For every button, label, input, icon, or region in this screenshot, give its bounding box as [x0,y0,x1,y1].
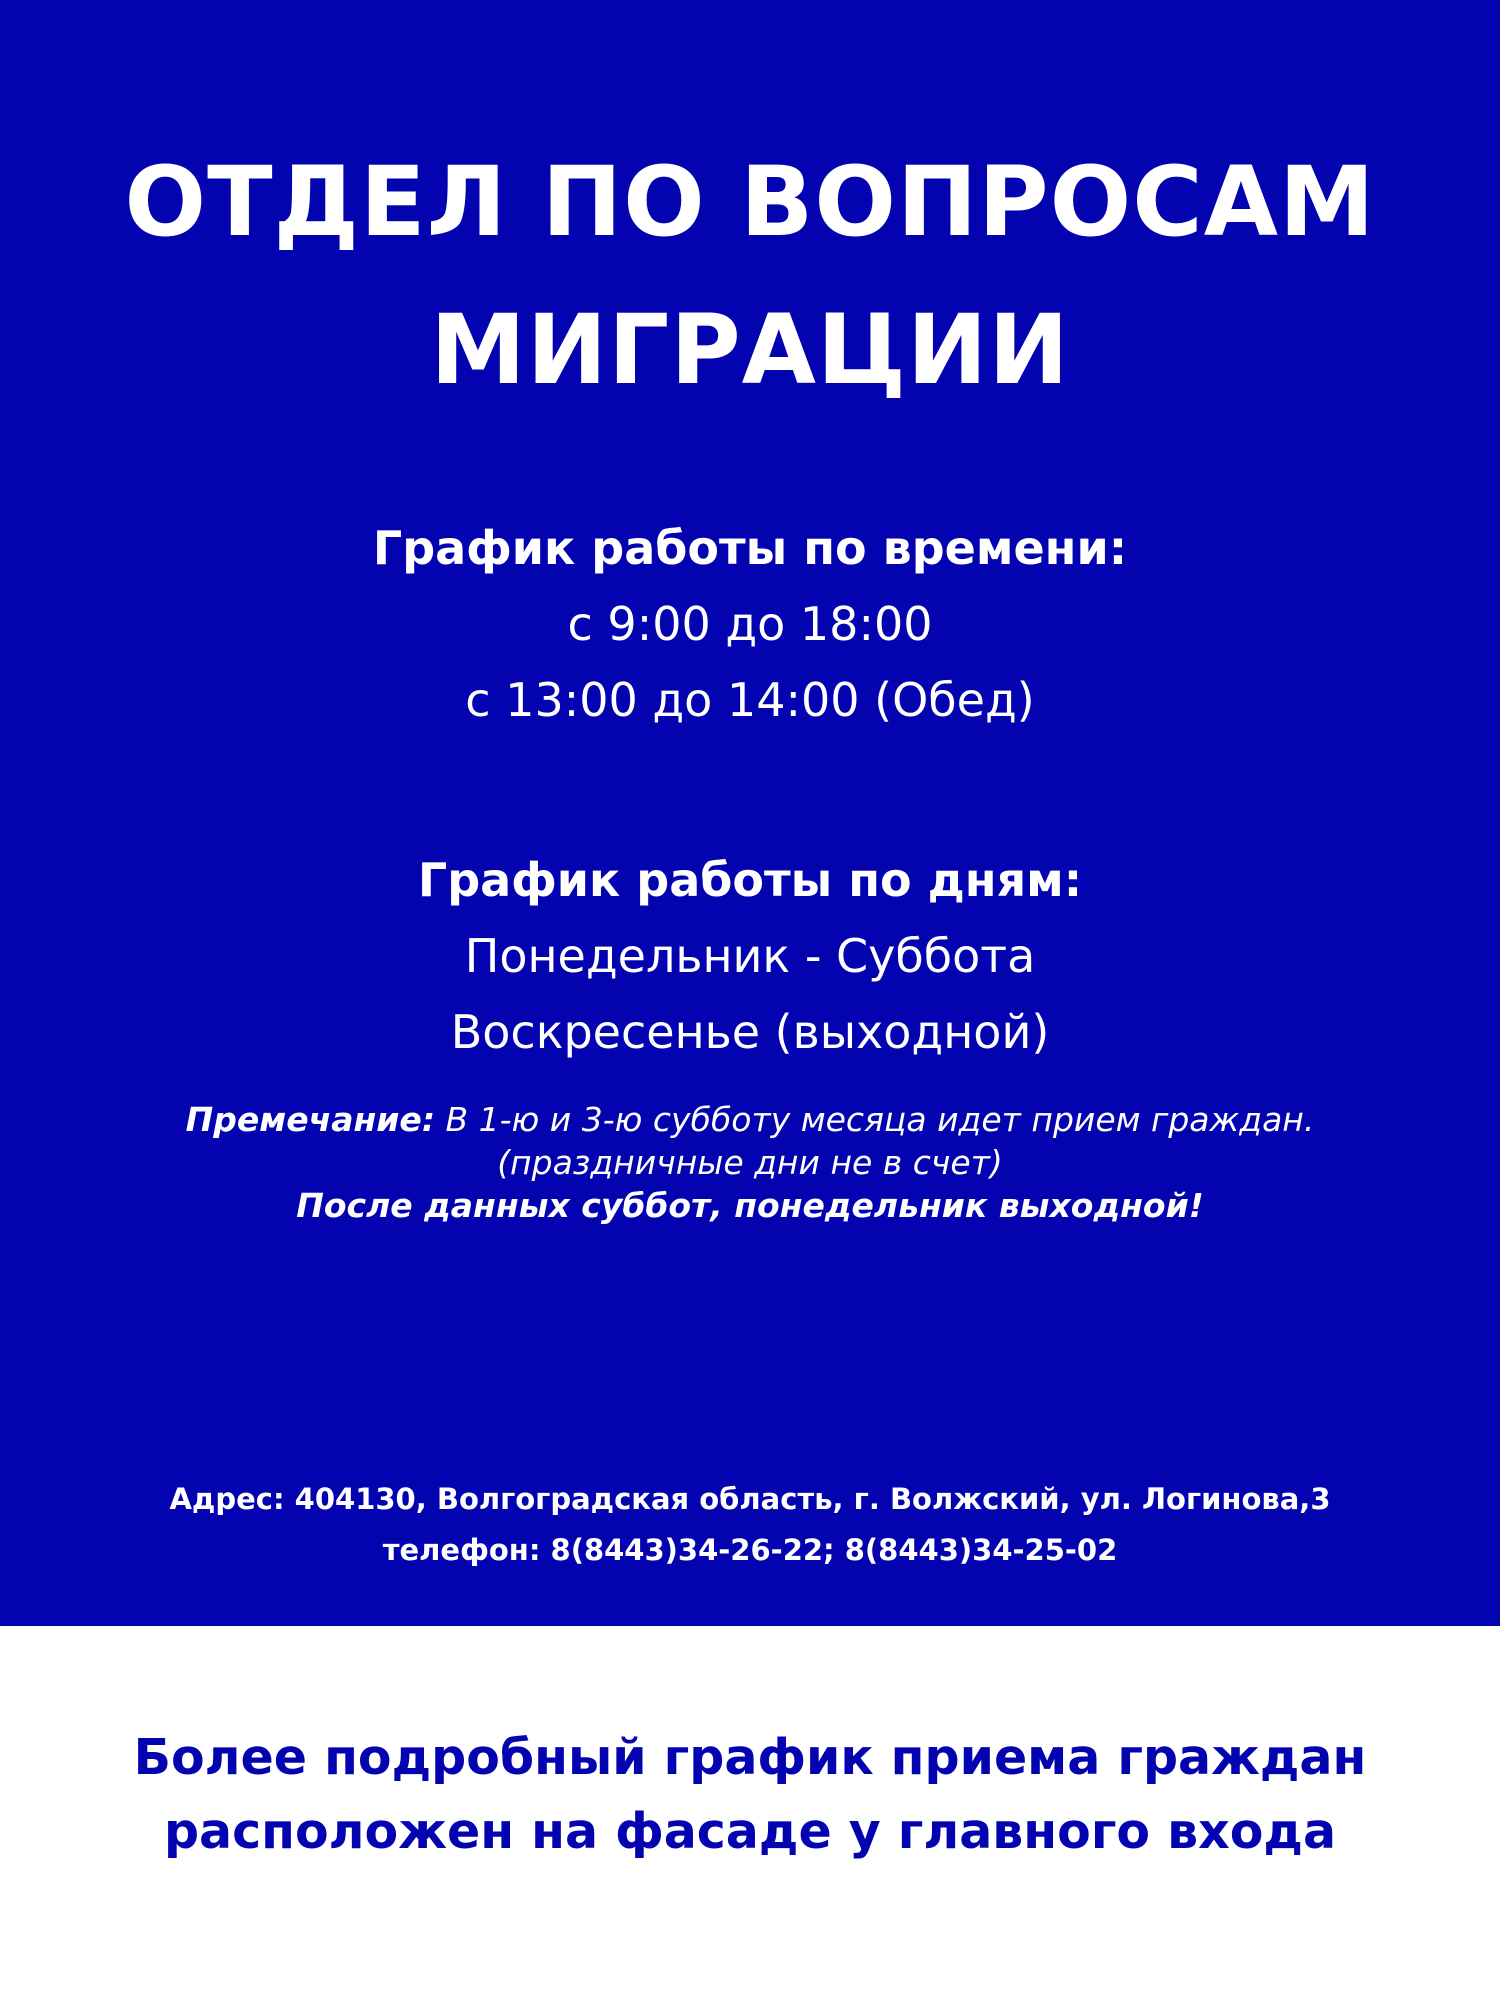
footer-note [0,1721,1500,1869]
address-text: Адрес: 404130, Волгоградская область, г. Волжский, ул. Логинова,3 [169,1482,1331,1516]
page-title [0,128,1500,424]
footer-panel [0,1626,1500,2000]
note-line-2: (праздничные дни не в счет) [497,1143,1003,1182]
schedule-days-heading: График работы по дням: [417,853,1083,907]
footer-line-1: Более подробный график приема граждан [133,1729,1367,1786]
work-hours: с 9:00 до 18:00 [567,597,933,651]
note-text: В 1-ю и 3-ю субботу месяца идет прием граждан. [435,1100,1315,1139]
lunch-hours: с 13:00 до 14:00 (Обед) [465,673,1035,727]
note-line-3: После данных суббот, понедельник выходной! [296,1186,1204,1225]
note-line-1 [0,1098,1500,1141]
title-line-1: ОТДЕЛ ПО ВОПРОСАМ [124,146,1376,258]
contacts-block [0,1474,1500,1576]
footer-line-2: расположен на фасаде у главного входа [163,1803,1337,1860]
title-line-2: МИГРАЦИИ [430,294,1070,406]
schedule-days-section [0,842,1500,1070]
note-block [0,1098,1500,1227]
phone-text: телефон: 8(8443)34-26-22; 8(8443)34-25-02 [382,1533,1118,1567]
working-days: Понедельник - Суббота [464,929,1036,983]
day-off: Воскресенье (выходной) [450,1005,1050,1059]
note-label: Премечание: [185,1100,436,1139]
schedule-time-section [0,510,1500,738]
schedule-time-heading: График работы по времени: [372,521,1128,575]
